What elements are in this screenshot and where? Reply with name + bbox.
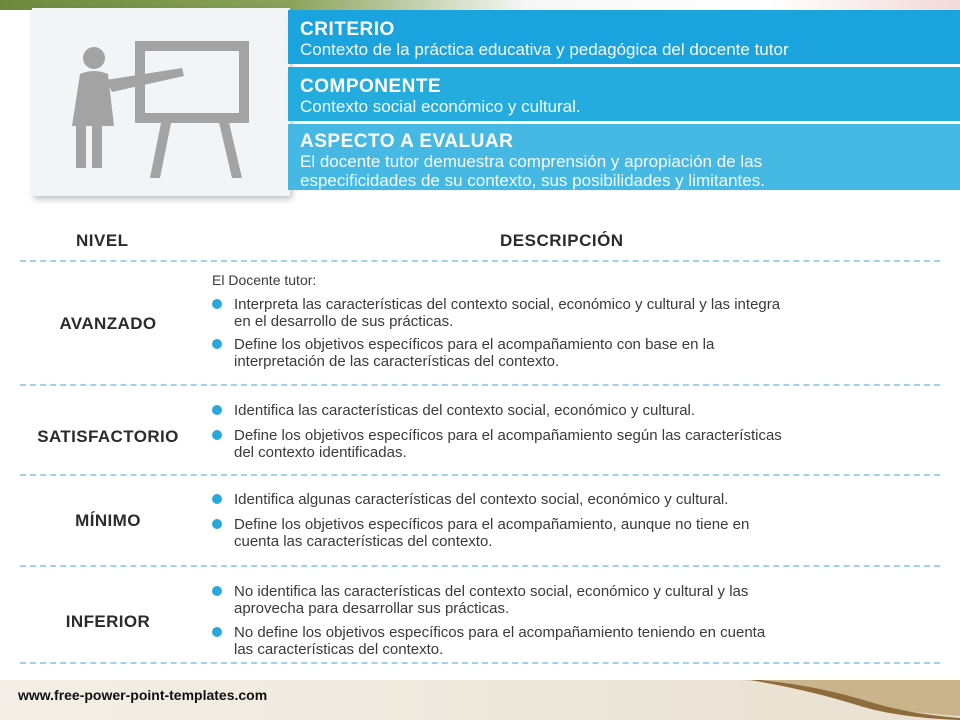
item-line: interpretación de las características del contexto. xyxy=(234,353,560,370)
item-line: del contexto identificadas. xyxy=(234,444,407,461)
criterio-title: CRITERIO xyxy=(300,19,395,40)
level-inferior: INFERIOR xyxy=(65,612,151,631)
level-minimo: MÍNIMO xyxy=(75,511,141,530)
teacher-presentation-icon xyxy=(32,8,290,196)
item-line: No identifica las características del contexto social, económico y cultural y las xyxy=(234,583,749,600)
componente-banner xyxy=(288,67,960,121)
row-divider xyxy=(20,662,940,664)
item-line: Define los objetivos específicos para el acompañamiento, aunque no tiene en xyxy=(234,516,750,533)
bullet-dot-icon xyxy=(212,627,222,637)
avanzado-item-1 xyxy=(212,296,932,330)
item-line: Identifica las características del contexto social, económico y cultural. xyxy=(234,402,696,419)
footer-url[interactable]: www.free-power-point-templates.com xyxy=(18,687,268,703)
item-line: Interpreta las características del contexto social, económico y cultural y las integra xyxy=(234,296,781,313)
inferior-item-2 xyxy=(212,624,932,658)
aspecto-text-line-2: especificidades de su contexto, sus posibilidades y limitantes. xyxy=(300,171,765,190)
bullet-dot-icon xyxy=(212,430,222,440)
row-divider xyxy=(20,565,940,567)
avanzado-item-2 xyxy=(212,336,932,370)
row-divider xyxy=(20,260,940,262)
componente-text: Contexto social económico y cultural. xyxy=(300,97,581,116)
bullet-dot-icon xyxy=(212,405,222,415)
bullet-dot-icon xyxy=(212,586,222,596)
footer-bar xyxy=(0,680,960,720)
item-line: en el desarrollo de sus prácticas. xyxy=(234,313,454,330)
item-line: Define los objetivos específicos para el acompañamiento según las características xyxy=(234,427,782,444)
bullet-dot-icon xyxy=(212,339,222,349)
teacher-icon-card xyxy=(32,8,290,196)
row-divider xyxy=(20,384,940,386)
item-line: las características del contexto. xyxy=(234,641,444,658)
criterio-text: Contexto de la práctica educativa y pedagógica del docente tutor xyxy=(300,40,789,59)
minimo-item-2 xyxy=(212,516,932,550)
item-line: aprovecha para desarrollar sus prácticas. xyxy=(234,600,510,617)
footer-swoosh-decoration xyxy=(740,680,960,720)
column-header-descripcion: DESCRIPCIÓN xyxy=(500,231,624,250)
componente-title: COMPONENTE xyxy=(300,76,442,97)
item-line: No define los objetivos específicos para el acompañamiento teniendo en cuenta xyxy=(234,624,766,641)
item-line: cuenta las características del contexto. xyxy=(234,533,493,550)
aspecto-banner xyxy=(288,124,960,190)
inferior-item-1 xyxy=(212,583,932,617)
item-line: Identifica algunas características del contexto social, económico y cultural. xyxy=(234,491,729,508)
column-header-nivel: NIVEL xyxy=(76,231,129,250)
satisfactorio-item-1 xyxy=(212,402,932,419)
bullet-dot-icon xyxy=(212,299,222,309)
aspecto-text-line-1: El docente tutor demuestra comprensión y apropiación de las xyxy=(300,152,763,171)
satisfactorio-item-2 xyxy=(212,427,932,461)
avanzado-intro: El Docente tutor: xyxy=(212,272,317,288)
criterio-banner xyxy=(288,10,960,64)
bullet-dot-icon xyxy=(212,494,222,504)
minimo-item-1 xyxy=(212,491,932,508)
level-satisfactorio: SATISFACTORIO xyxy=(37,427,179,446)
item-line: Define los objetivos específicos para el acompañamiento con base en la xyxy=(234,336,715,353)
row-divider xyxy=(20,474,940,476)
bullet-dot-icon xyxy=(212,519,222,529)
level-avanzado: AVANZADO xyxy=(59,314,157,333)
aspecto-title: ASPECTO A EVALUAR xyxy=(300,131,514,152)
